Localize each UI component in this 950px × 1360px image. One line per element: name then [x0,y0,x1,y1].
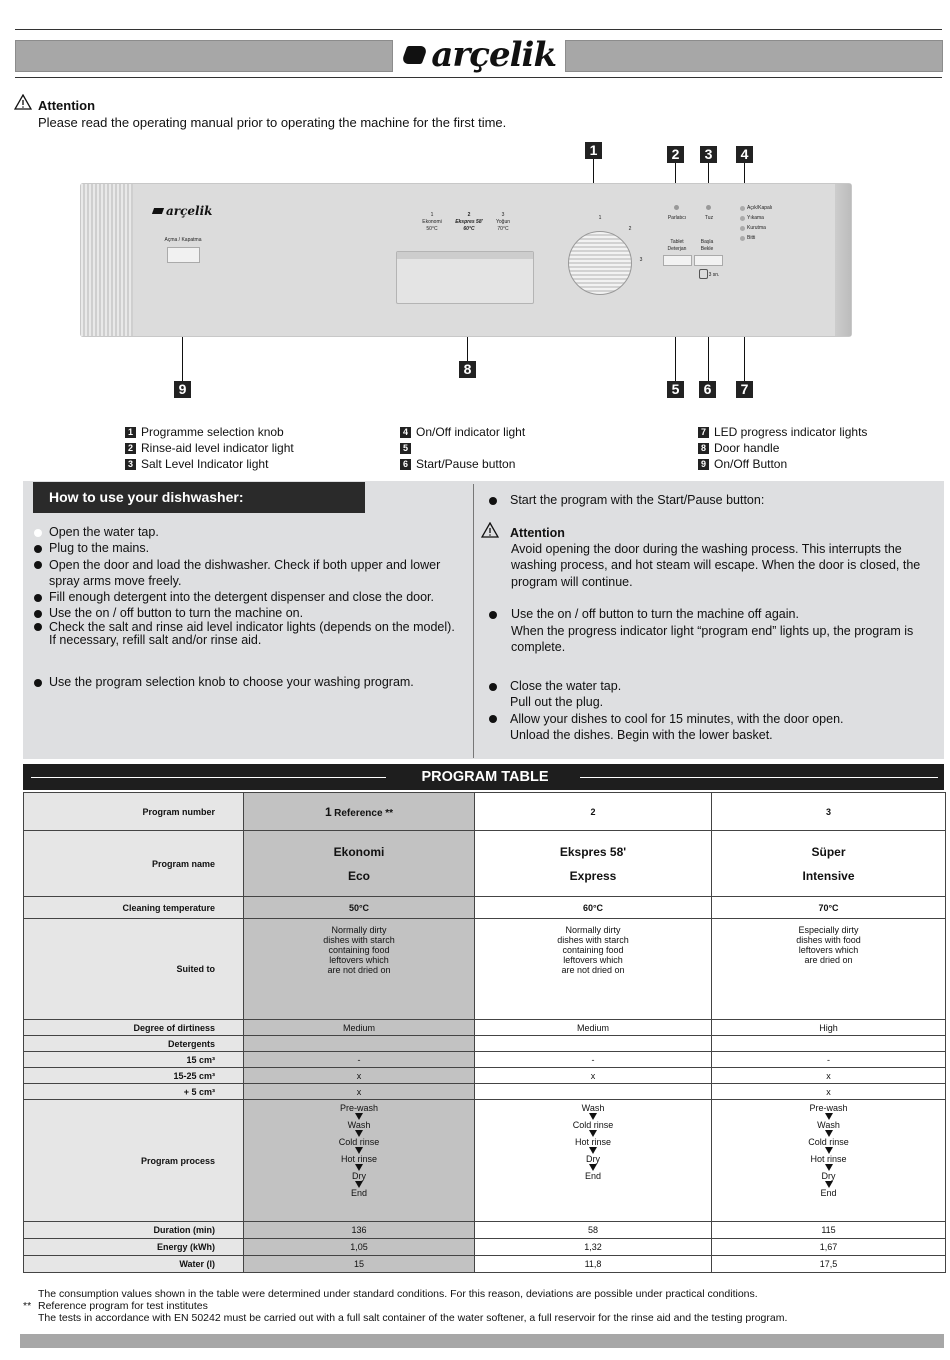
knob-num-3: 3 [639,257,643,263]
callout-4: 4 [736,146,753,163]
brand-logo-text: arçelik [431,35,556,75]
bullet [34,561,42,569]
bullet [34,545,42,553]
rinse-aid-led [674,205,679,210]
label-water: Water (l) [24,1256,244,1273]
process-step: Pre-wash [339,1103,378,1113]
legend-num: 7 [698,427,709,438]
process-step: Hot rinse [340,1154,377,1164]
led-dry-label: Kurutma [747,225,766,231]
suited-line: containing food [328,945,390,955]
legend-item [400,424,525,440]
led-onoff-label: Açık/Kapalı [747,205,773,211]
legend-item [125,456,294,472]
prog2-energy: 1,32 [475,1239,712,1256]
table-row [24,897,946,919]
label-energy: Energy (kWh) [24,1239,244,1256]
prog2-temp: 60°C [475,897,712,919]
down-arrow-icon [589,1130,597,1137]
prog3-num: 3 [501,212,505,218]
table-row [24,1084,946,1100]
step-refill: If necessary, refill salt and/or rinse aid. [49,633,262,647]
header-bar-left [15,40,393,72]
panel-logo-text: arçelik [166,204,213,218]
table-row [24,831,946,897]
legend-col-1 [125,424,294,472]
prog1-reference: Reference ** [334,807,394,819]
bullet [489,611,497,619]
prog1-detergents [244,1036,475,1052]
prog3-dirt: High [712,1020,946,1036]
down-arrow-icon [355,1147,363,1154]
onoff-label: Açma / Kapatma [164,237,202,243]
prog2-process [475,1100,712,1222]
legend-num: 6 [400,459,411,470]
label-program-process: Program process [24,1100,244,1222]
table-row [24,1222,946,1239]
prog3-number: 3 [712,793,946,831]
prog1-suited [244,919,475,1020]
legend-item [400,456,525,472]
callout-7: 7 [736,381,753,398]
label-program-number: Program number [24,793,244,831]
panel-logo [153,204,212,218]
process-step: Dry [821,1171,836,1181]
step-check-salt: Check the salt and rinse aid level indicator lights (depends on the model). [49,620,455,634]
step-start: Start the program with the Start/Pause button: [510,493,765,507]
legend-num: 9 [698,459,709,470]
knob-num-2: 2 [628,226,632,232]
prog1-d5: x [244,1084,475,1100]
prog2-name-en: Express [569,868,617,883]
process-flow [712,1100,945,1198]
header-bar-right [565,40,943,72]
label-duration: Duration (min) [24,1222,244,1239]
down-arrow-icon [825,1164,833,1171]
down-arrow-icon [825,1130,833,1137]
step-load: Open the door and load the dishwasher. Check if both upper and lower [49,558,441,572]
legend-col-3 [698,424,867,472]
footnote-mark: ** [23,1300,32,1312]
process-step: Hot rinse [574,1137,611,1147]
program-table-rule-right [580,777,938,778]
prog3-name-cell [712,831,946,897]
howto-attention-line: program will continue. [511,575,633,589]
table-row [24,1256,946,1273]
label-5cm: + 5 cm³ [24,1084,244,1100]
down-arrow-icon [825,1113,833,1120]
howto-divider [473,484,474,758]
prog1-d1525: x [244,1068,475,1084]
prog2-d15: - [475,1052,712,1068]
bullet [34,623,42,631]
prog1-process [244,1100,475,1222]
step-select-program: Use the program selection knob to choose your washing program. [49,675,414,689]
step-turn-on: Use the on / off button to turn the machine on. [49,606,304,620]
legend-label: On/Off Button [714,457,788,471]
step-load-cont: spray arms move freely. [49,574,182,588]
hold-label: 3 sn. [708,272,720,278]
prog3-temp: 70°C [712,897,946,919]
start-pause-label: Başla Bekle [700,239,714,252]
footnote-consumption: The consumption values shown in the table were determined under standard conditions. For this reason, deviations are possible under practical conditions. [38,1288,758,1300]
down-arrow-icon [825,1181,833,1188]
down-arrow-icon [825,1147,833,1154]
process-step: Cold rinse [572,1120,614,1130]
footnote-reference: Reference program for test institutes [38,1300,208,1312]
suited-line: are dried on [804,955,853,965]
label-program-name: Program name [24,831,244,897]
prog2-name-cell [475,831,712,897]
prog3-water: 17,5 [712,1256,946,1273]
down-arrow-icon [355,1181,363,1188]
panel-edge [835,184,851,336]
legend-label: LED progress indicator lights [714,425,868,439]
step-cool: Allow your dishes to cool for 15 minutes, with the door open. [510,712,844,726]
label-dirtiness: Degree of dirtiness [24,1020,244,1036]
prog2-num: 2 [467,212,471,218]
bullet [489,497,497,505]
callout-8: 8 [459,361,476,378]
step-turn-off: Use the on / off button to turn the machine off again. [511,607,799,621]
prog1-name: Ekonomi [333,844,385,859]
suited-line: leftovers which [329,955,389,965]
legend-num: 3 [125,459,136,470]
prog2-name: Ekspres 58' [455,219,483,225]
legend-item [698,456,867,472]
table-row [24,1020,946,1036]
process-step: Dry [352,1171,366,1181]
suited-line: are not dried on [561,965,625,975]
legend-num: 1 [125,427,136,438]
led-end [740,236,745,241]
program-knob[interactable] [568,231,632,295]
step-plug: Plug to the mains. [49,541,150,555]
footnote-tests: The tests in accordance with EN 50242 must be carried out with a full salt container of the water softener, a full reservoir for the rinse aid and the testing program. [38,1312,788,1324]
callout-1: 1 [585,142,602,159]
program-table [23,792,946,1273]
tablet-label: Tablet Deterjan [667,239,687,252]
prog1-name-cell [244,831,475,897]
label-suited-to: Suited to [24,919,244,1020]
legend-num: 2 [125,443,136,454]
program-table-title: PROGRAM TABLE [421,769,549,785]
step-close-tap: Close the water tap. [510,679,622,693]
prog3-process [712,1100,946,1222]
prog3-detergents [712,1036,946,1052]
legend-label: Salt Level Indicator light [141,457,269,471]
suited-line: leftovers which [563,955,623,965]
prog3-d5: x [712,1084,946,1100]
bullet [34,594,42,602]
table-row [24,1036,946,1052]
prog2-name: Ekspres 58' [559,844,627,859]
legend-label: Programme selection knob [141,425,284,439]
label-cleaning-temp: Cleaning temperature [24,897,244,919]
attention-text: Please read the operating manual prior to operating the machine for the first time. [38,115,507,130]
table-row [24,1052,946,1068]
prog3-temp: 70°C [497,226,509,232]
legend-num: 5 [400,443,411,454]
prog1-dirt: Medium [244,1020,475,1036]
callout-9: 9 [174,381,191,398]
start-pause-button[interactable] [694,255,723,266]
process-step: Wash [817,1120,840,1130]
prog1-name-en: Eco [347,868,370,883]
step-detergent: Fill enough detergent into the detergent dispenser and close the door. [49,590,434,604]
suited-line: containing food [562,945,624,955]
prog3-name-en: Intensive [802,868,855,883]
down-arrow-icon [355,1164,363,1171]
suited-line: dishes with starch [557,935,629,945]
header-rule-bottom [15,77,942,78]
control-panel [80,183,852,337]
prog2-dirt: Medium [475,1020,712,1036]
table-row [24,1100,946,1222]
panel-stripes [81,184,133,336]
step-pull-plug: Pull out the plug. [510,695,604,709]
process-step: Cold rinse [338,1137,380,1147]
rinse-aid-label: Parlatıcı [667,215,687,221]
door-handle-lip [397,252,533,259]
prog2-duration: 58 [475,1222,712,1239]
prog2-temp: 60°C [463,226,475,232]
prog2-d5 [475,1084,712,1100]
legend-item [125,440,294,456]
prog1-number-cell [244,793,475,831]
process-step: Cold rinse [808,1137,849,1147]
down-arrow-icon [589,1113,597,1120]
callout-6: 6 [699,381,716,398]
bullet [489,715,497,723]
prog1-temp: 50°C [244,897,475,919]
prog3-d15: - [712,1052,946,1068]
process-step: End [820,1188,837,1198]
header-rule-top [15,29,942,30]
led-end-label: Bitti [747,235,756,241]
door-handle[interactable] [396,251,534,304]
howto-attention-title: Attention [510,526,565,540]
prog3-duration: 115 [712,1222,946,1239]
warning-icon [14,94,32,110]
table-row [24,1239,946,1256]
legend-num: 8 [698,443,709,454]
callout-2: 2 [667,146,684,163]
suited-line: dishes with starch [323,935,395,945]
prog3-suited [712,919,946,1020]
legend-label: Rinse-aid level indicator light [141,441,294,455]
legend-label: Door handle [714,441,780,455]
onoff-button[interactable] [167,247,200,263]
bullet [34,529,42,537]
process-step: Pre-wash [809,1103,848,1113]
tablet-button[interactable] [663,255,692,266]
suited-line: Especially dirty [798,925,859,935]
down-arrow-icon [355,1130,363,1137]
down-arrow-icon [589,1164,597,1171]
prog1-temp: 50°C [426,226,438,232]
step-open-tap: Open the water tap. [49,525,159,539]
table-row [24,919,946,1020]
brand-logo [404,34,556,76]
process-step: Wash [347,1120,371,1130]
prog1-duration: 136 [244,1222,475,1239]
prog1-water: 15 [244,1256,475,1273]
attention-title: Attention [38,98,96,113]
salt-led [706,205,711,210]
callout-5: 5 [667,381,684,398]
step-unload: Unload the dishes. Begin with the lower basket. [510,728,773,742]
led-onoff [740,206,745,211]
prog2-d1525: x [475,1068,712,1084]
prog2-suited [475,919,712,1020]
suited-line: dishes with food [796,935,861,945]
legend-item [400,440,525,456]
legend-label: On/Off indicator light [416,425,526,439]
prog1-name: Ekonomi [422,219,442,225]
legend-col-2 [400,424,525,472]
process-flow [475,1100,711,1181]
process-step: Hot rinse [810,1154,847,1164]
suited-line: Normally dirty [331,925,387,935]
bullet [489,683,497,691]
panel-logo-mark [152,208,164,214]
table-row [24,1068,946,1084]
howto-attention-line: Avoid opening the door during the washing process. This interrupts the [511,542,902,556]
legend-item [698,424,867,440]
legend-num: 4 [400,427,411,438]
bullet [34,610,42,618]
footer-bar [20,1334,944,1348]
prog1-d15: - [244,1052,475,1068]
label-detergents: Detergents [24,1036,244,1052]
down-arrow-icon [355,1113,363,1120]
down-arrow-icon [589,1147,597,1154]
legend-label: Start/Pause button [416,457,516,471]
process-step: Wash [581,1103,605,1113]
step-turn-off-cont: When the progress indicator light “program end” lights up, the program is [511,624,914,638]
process-step: End [584,1171,601,1181]
prog3-energy: 1,67 [712,1239,946,1256]
bullet [34,679,42,687]
suited-line: leftovers which [798,945,859,955]
salt-label: Tuz [704,215,714,221]
step-turn-off-cont: complete. [511,640,566,654]
suited-line: are not dried on [327,965,391,975]
warning-icon [481,522,499,538]
brand-logo-mark [401,46,429,64]
prog2-water: 11,8 [475,1256,712,1273]
prog1-number: 1 [324,804,332,819]
prog2-number: 2 [475,793,712,831]
label-15-25cm: 15-25 cm³ [24,1068,244,1084]
led-wash [740,216,745,221]
process-step: Dry [586,1154,600,1164]
process-flow [244,1100,474,1198]
suited-line: Normally dirty [565,925,621,935]
process-step: End [350,1188,367,1198]
legend-item [698,440,867,456]
legend-item [125,424,294,440]
knob-num-1: 1 [598,215,602,221]
howto-title: How to use your dishwasher: [33,482,365,513]
prog3-d1525: x [712,1068,946,1084]
prog3-name: Süper [811,844,846,859]
prog3-name: Yoğun [496,219,510,225]
label-15cm: 15 cm³ [24,1052,244,1068]
prog2-detergents [475,1036,712,1052]
howto-attention-line: washing process, and hot steam will escape. When the door is closed, the [511,558,921,572]
led-dry [740,226,745,231]
prog1-energy: 1,05 [244,1239,475,1256]
table-row [24,793,946,831]
callout-3: 3 [700,146,717,163]
program-table-rule-left [31,777,386,778]
led-wash-label: Yıkama [747,215,764,221]
prog1-num: 1 [430,212,434,218]
